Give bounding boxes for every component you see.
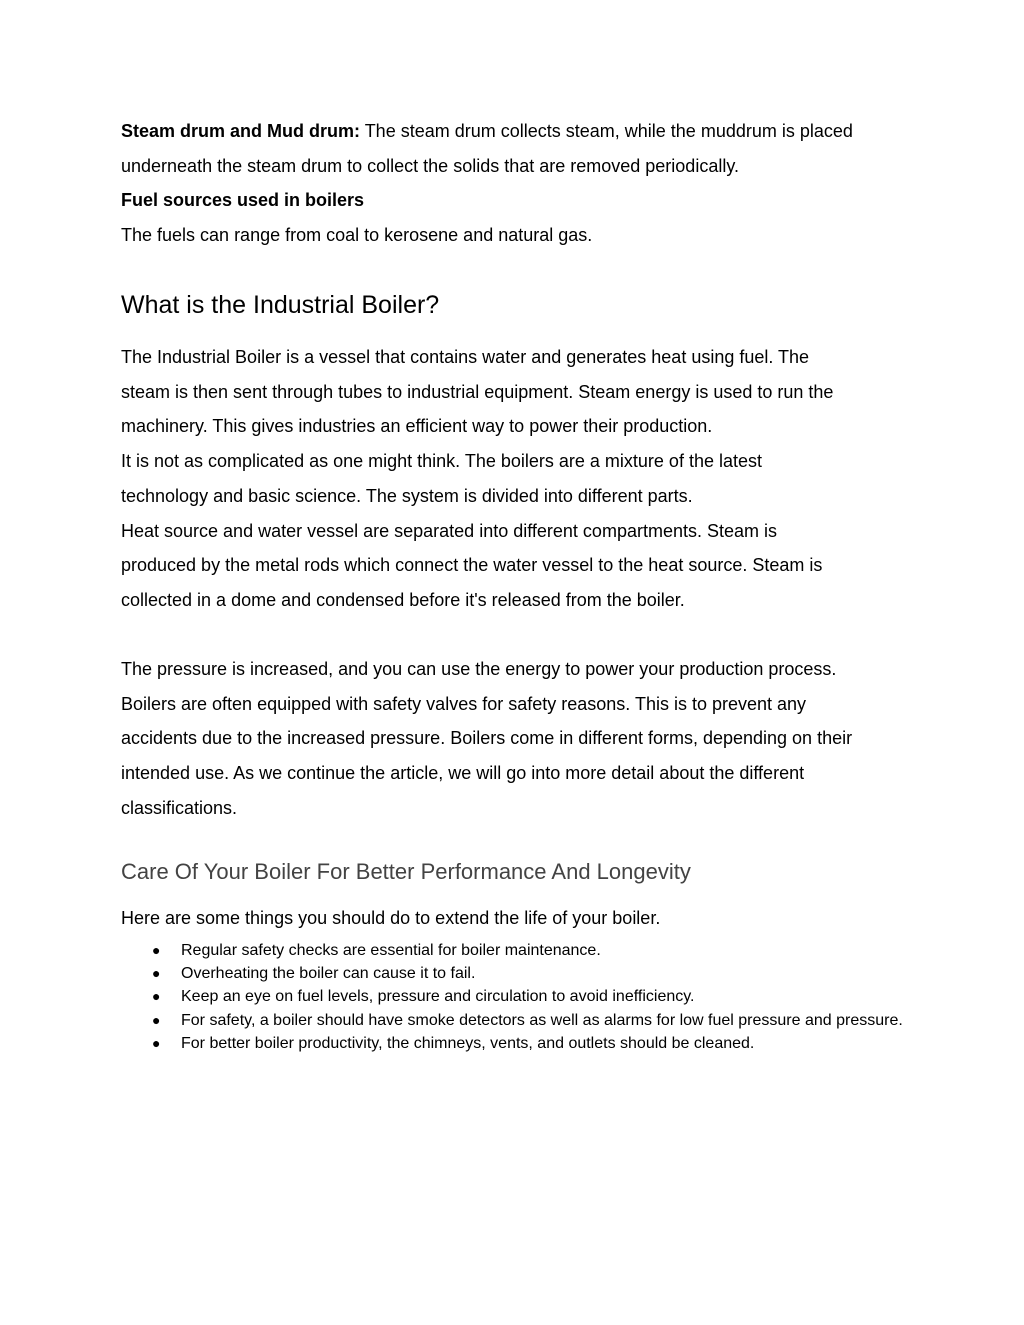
bullet-icon: ● — [152, 1011, 161, 1028]
list-item-text: For safety, a boiler should have smoke detectors as well as alarms for low fuel pressure and pressure. — [181, 1011, 903, 1029]
list-item-text: Keep an eye on fuel levels, pressure and circulation to avoid inefficiency. — [181, 988, 695, 1006]
bullet-icon: ● — [152, 965, 161, 982]
fuel-sources-text: The fuels can range from coal to kerosene and natural gas. — [121, 225, 593, 246]
drums-line-1 — [121, 114, 911, 149]
paragraph-line: classifications. — [121, 797, 238, 818]
bullet-icon: ● — [152, 1034, 161, 1051]
industrial-boiler-heading: What is the Industrial Boiler? — [121, 291, 440, 319]
paragraph-line: intended use. As we continue the article, we will go into more detail about the different — [121, 763, 805, 784]
paragraph-line: machinery. This gives industries an efficient way to power their production. — [121, 416, 713, 437]
paragraph-line: technology and basic science. The system is divided into different parts. — [121, 485, 693, 506]
pressure-paragraph — [121, 652, 911, 826]
paragraph-line: The Industrial Boiler is a vessel that contains water and generates heat using fuel. The — [121, 347, 810, 367]
list-item-text: For better boiler productivity, the chimneys, vents, and outlets should be cleaned. — [181, 1034, 755, 1052]
paragraph-line: collected in a dome and condensed before it's released from the boiler. — [121, 589, 685, 610]
document-content — [121, 114, 911, 1052]
list-item — [121, 962, 911, 985]
drums-line-2: underneath the steam drum to collect the solids that are removed periodically. — [121, 155, 739, 176]
paragraph-line: It is not as complicated as one might think. The boilers are a mixture of the latest — [121, 451, 762, 472]
bullet-icon: ● — [152, 942, 161, 958]
drums-text-1: The steam drum collects steam, while the muddrum is placed — [360, 121, 853, 141]
paragraph-line: accidents due to the increased pressure. Boilers come in different forms, depending on their — [121, 728, 853, 749]
drums-title: Steam drum and Mud drum: — [121, 121, 361, 141]
care-intro: Here are some things you should do to extend the life of your boiler. — [121, 908, 661, 928]
paragraph-line: The pressure is increased, and you can use the energy to power your production process. — [121, 659, 837, 679]
list-item-text: Overheating the boiler can cause it to fail. — [181, 965, 476, 983]
list-item-text: Regular safety checks are essential for boiler maintenance. — [181, 942, 601, 959]
drums-paragraph — [121, 114, 911, 253]
paragraph-line: steam is then sent through tubes to industrial equipment. Steam energy is used to run the — [121, 381, 834, 402]
fuel-sources-heading: Fuel sources used in boilers — [121, 190, 365, 211]
care-heading: Care Of Your Boiler For Better Performance And Longevity — [121, 859, 691, 884]
list-item — [121, 985, 911, 1008]
paragraph-line: Boilers are often equipped with safety valves for safety reasons. This is to prevent any — [121, 693, 807, 714]
paragraph-line: Heat source and water vessel are separated into different compartments. Steam is — [121, 520, 777, 541]
list-item — [121, 1032, 911, 1055]
list-item — [121, 1009, 911, 1032]
bullet-icon: ● — [152, 988, 161, 1005]
industrial-boiler-paragraph — [121, 340, 911, 618]
list-item — [121, 939, 911, 962]
paragraph-line: produced by the metal rods which connect the water vessel to the heat source. Steam is — [121, 555, 823, 576]
care-list — [121, 939, 911, 1055]
